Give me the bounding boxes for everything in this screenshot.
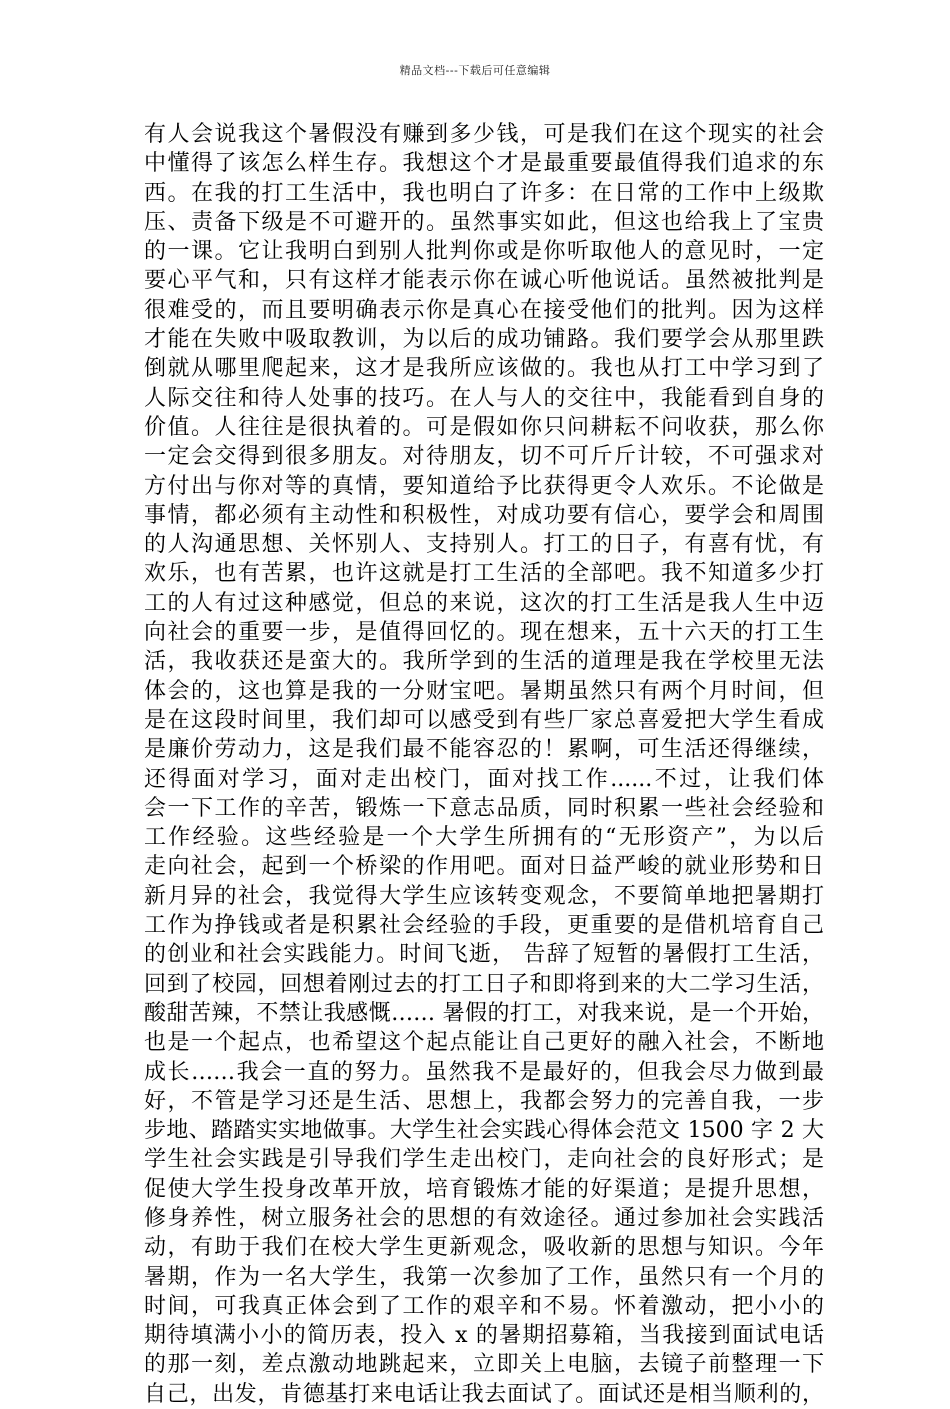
text-line: 价值。人往往是很执着的。可是假如你只问耕耘不问收获，那么你 (144, 414, 824, 440)
text-line: 倒就从哪里爬起来，这才是我所应该做的。我也从打工中学习到了 (144, 356, 824, 382)
text-line: 事情，都必须有主动性和积极性，对成功要有信心，要学会和周围 (144, 502, 824, 528)
body-paragraph (144, 120, 824, 1409)
text-line: 是在这段时间里，我们却可以感受到有些厂家总喜爱把大学生看成 (144, 707, 824, 733)
text-line: 还得面对学习，面对走出校门，面对找工作......不过，让我们体 (144, 766, 824, 792)
text-line: 压、责备下级是不可避开的。虽然事实如此，但这也给我上了宝贵 (144, 209, 824, 235)
text-line: 欢乐，也有苦累，也许这就是打工生活的全部吧。我不知道多少打 (144, 561, 824, 587)
text-line: 会一下工作的辛苦，锻炼一下意志品质，同时积累一些社会经验和 (144, 795, 824, 821)
text-line: 西。在我的打工生活中，我也明白了许多：在日常的工作中上级欺 (144, 180, 824, 206)
text-line: 的人沟通思想、关怀别人、支持别人。打工的日子，有喜有忧，有 (144, 532, 824, 558)
text-line: 一定会交得到很多朋友。对待朋友，切不可斤斤计较，不可强求对 (144, 444, 824, 470)
text-line: 走向社会，起到一个桥梁的作用吧。面对日益严峻的就业形势和日 (144, 854, 824, 880)
text-line: 的一课。它让我明白到别人批判你或是你听取他人的意见时，一定 (144, 239, 824, 265)
text-line: 的那一刻，差点激动地跳起来，立即关上电脑，去镜子前整理一下 (144, 1352, 824, 1378)
text-line: 新月异的社会，我觉得大学生应该转变观念，不要简单地把暑期打 (144, 883, 824, 909)
text-line: 体会的，这也算是我的一分财宝吧。暑期虽然只有两个月时间，但 (144, 678, 824, 704)
text-line: 成长……我会一直的努力。虽然我不是最好的，但我会尽力做到最 (144, 1059, 824, 1085)
text-line: 酸甜苦辣，不禁让我感慨…… 暑假的打工，对我来说，是一个开始， (144, 1000, 824, 1026)
text-line: 才能在失败中吸取教训，为以后的成功铺路。我们要学会从那里跌 (144, 327, 824, 353)
text-line: 回到了校园，回想着刚过去的打工日子和即将到来的大二学习生活， (144, 971, 824, 997)
text-line: 修身养性，树立服务社会的思想的有效途径。通过参加社会实践活 (144, 1205, 824, 1231)
text-line: 好，不管是学习还是生活、思想上，我都会努力的完善自我，一步 (144, 1088, 824, 1114)
text-line: 促使大学生投身改革开放，培育锻炼才能的好渠道；是提升思想， (144, 1176, 824, 1202)
text-line: 工作为挣钱或者是积累社会经验的手段，更重要的是借机培育自己 (144, 913, 824, 939)
text-line: 是廉价劳动力，这是我们最不能容忍的！累啊，可生活还得继续， (144, 737, 824, 763)
page-header: 精品文档---下载后可任意编辑 (399, 64, 551, 77)
text-line: 时间，可我真正体会到了工作的艰辛和不易。怀着激动，把小小的 (144, 1293, 824, 1319)
text-line: 工的人有过这种感觉，但总的来说，这次的打工生活是我人生中迈 (144, 590, 824, 616)
text-line: 也是一个起点，也希望这个起点能让自己更好的融入社会，不断地 (144, 1030, 824, 1056)
text-line: 暑期，作为一名大学生，我第一次参加了工作，虽然只有一个月的 (144, 1264, 824, 1290)
text-line: 步地、踏踏实实地做事。大学生社会实践心得体会范文 1500 字 2 大 (144, 1118, 824, 1144)
text-line: 学生社会实践是引导我们学生走出校门，走向社会的良好形式；是 (144, 1147, 824, 1173)
text-line: 人际交往和待人处事的技巧。在人与人的交往中，我能看到自身的 (144, 385, 824, 411)
text-line: 向社会的重要一步，是值得回忆的。现在想来，五十六天的打工生 (144, 620, 824, 646)
text-line: 动，有助于我们在校大学生更新观念，吸收新的思想与知识。今年 (144, 1235, 824, 1261)
text-line: 中懂得了该怎么样生存。我想这个才是最重要最值得我们追求的东 (144, 151, 824, 177)
text-line: 自己，出发，肯德基打来电话让我去面试了。面试还是相当顺利的， (144, 1381, 824, 1407)
text-line: 要心平气和，只有这样才能表示你在诚心听他说话。虽然被批判是 (144, 268, 824, 294)
text-line: 方付出与你对等的真情，要知道给予比获得更令人欢乐。不论做是 (144, 473, 824, 499)
text-line: 工作经验。这些经验是一个大学生所拥有的“无形资产”，为以后 (144, 825, 824, 851)
text-line: 活，我收获还是蛮大的。我所学到的生活的道理是我在学校里无法 (144, 649, 824, 675)
text-line: 有人会说我这个暑假没有赚到多少钱，可是我们在这个现实的社会 (144, 122, 824, 147)
text-line: 很难受的，而且要明确表示你是真心在接受他们的批判。因为这样 (144, 297, 824, 323)
text-line: 期待填满小小的简历表，投入 x 的暑期招募箱，当我接到面试电话 (144, 1323, 824, 1349)
text-line: 的创业和社会实践能力。时间飞逝， 告辞了短暂的暑假打工生活， (144, 942, 824, 968)
